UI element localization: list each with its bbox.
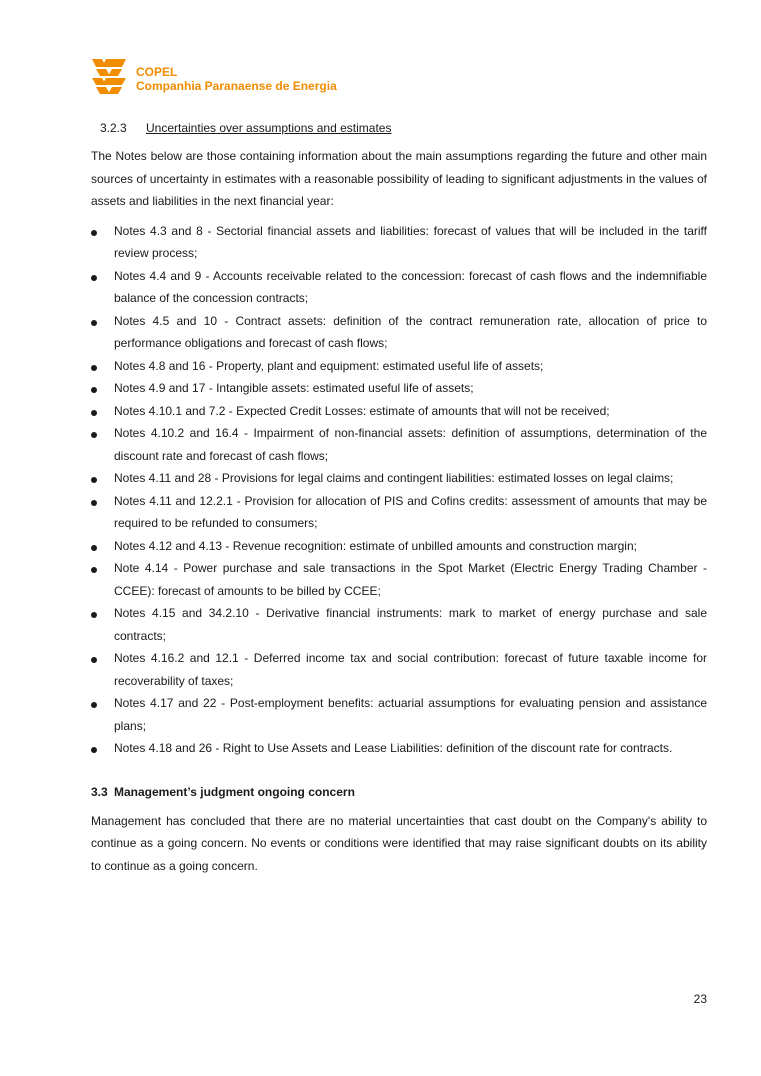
list-item (91, 737, 707, 760)
copel-logo-icon (92, 59, 130, 95)
note-text: Notes 4.18 and 26 - Right to Use Assets and Lease Liabilities: definition of the discount rate for contracts. (114, 741, 673, 755)
bullet-icon (91, 365, 97, 371)
note-text: Note 4.14 - Power purchase and sale transactions in the Spot Market (Electric Energy Trading Chamber - CCEE): forecast of amounts to be billed by CCEE; (114, 561, 707, 598)
bullet-icon (91, 275, 97, 281)
bullet-icon (91, 432, 97, 438)
section-heading (91, 783, 707, 801)
note-text: Notes 4.15 and 34.2.10 - Derivative financial instruments: mark to market of energy purchase and sale contracts; (114, 606, 707, 643)
note-text: Notes 4.12 and 4.13 - Revenue recognition: estimate of unbilled amounts and construction margin; (114, 538, 637, 553)
list-item (91, 467, 707, 490)
bullet-icon (91, 500, 97, 506)
list-item (91, 490, 707, 535)
list-item (91, 310, 707, 355)
list-item (91, 557, 707, 602)
note-text: Notes 4.5 and 10 - Contract assets: definition of the contract remuneration rate, allocation of price to performance obligations and forecast of cash flows; (114, 313, 707, 350)
list-item (91, 265, 707, 310)
note-text: Notes 4.9 and 17 - Intangible assets: estimated useful life of assets; (114, 381, 474, 395)
list-item (91, 220, 707, 265)
list-item (91, 422, 707, 467)
logo-line-1: COPEL (136, 65, 178, 79)
section-number: 3.3 (91, 784, 108, 799)
page-content (91, 120, 707, 877)
bullet-icon (91, 230, 97, 236)
logo-line-2: Companhia Paranaense de Energia (136, 79, 337, 93)
bullet-icon (91, 477, 97, 483)
bullet-icon (91, 320, 97, 326)
note-text: Notes 4.3 and 8 - Sectorial financial assets and liabilities: forecast of values that will be included in the tariff review process; (114, 223, 707, 260)
bullet-icon (91, 747, 97, 753)
list-item (91, 602, 707, 647)
notes-list (91, 220, 707, 760)
section-body: Management has concluded that there are no material uncertainties that cast doubt on the Company's ability to continue as a going concern. No events or conditions were identified that may raise significant doubts on its ability to continue as a going concern. (91, 813, 707, 873)
logo-text (136, 65, 337, 93)
bullet-icon (91, 657, 97, 663)
subsection-number: 3.2.3 (100, 121, 127, 135)
bullet-icon (91, 387, 97, 393)
section-title: Management’s judgment ongoing concern (114, 784, 355, 799)
note-text: Notes 4.10.2 and 16.4 - Impairment of non-financial assets: definition of assumptions, determination of the discount rate and forecast of cash flows; (114, 426, 707, 463)
subsection-heading (100, 120, 707, 136)
note-text: Notes 4.11 and 28 - Provisions for legal claims and contingent liabilities: estimated losses on legal claims; (114, 471, 674, 485)
list-item (91, 355, 707, 378)
bullet-icon (91, 567, 97, 573)
note-text: Notes 4.16.2 and 12.1 - Deferred income tax and social contribution: forecast of future taxable income for recoverability of taxes; (114, 651, 707, 688)
note-text: Notes 4.4 and 9 - Accounts receivable related to the concession: forecast of cash flows and the indemnifiable balance of the concession contracts; (114, 268, 707, 305)
note-text: Notes 4.8 and 16 - Property, plant and equipment: estimated useful life of assets; (114, 358, 544, 373)
list-item (91, 400, 707, 423)
list-item (91, 377, 707, 400)
note-text: Notes 4.17 and 22 - Post-employment benefits: actuarial assumptions for evaluating pension and assistance plans; (114, 696, 707, 733)
bullet-icon (91, 410, 97, 416)
bullet-icon (91, 702, 97, 708)
page-number: 23 (693, 992, 707, 1006)
bullet-icon (91, 612, 97, 618)
note-text: Notes 4.10.1 and 7.2 - Expected Credit Losses: estimate of amounts that will not be received; (114, 403, 610, 418)
subsection-title: Uncertainties over assumptions and estimates (146, 121, 392, 135)
intro-paragraph: The Notes below are those containing information about the main assumptions regarding the future and other main sources of uncertainty in estimates with a reasonable possibility of leading to significant adjustments in the values of assets and liabilities in the next financial year: (91, 149, 707, 208)
bullet-icon (91, 545, 97, 551)
list-item (91, 692, 707, 737)
list-item (91, 535, 707, 558)
list-item (91, 647, 707, 692)
note-text: Notes 4.11 and 12.2.1 - Provision for allocation of PIS and Cofins credits: assessment of amounts that may be required to be refunded to consumers; (114, 493, 707, 530)
